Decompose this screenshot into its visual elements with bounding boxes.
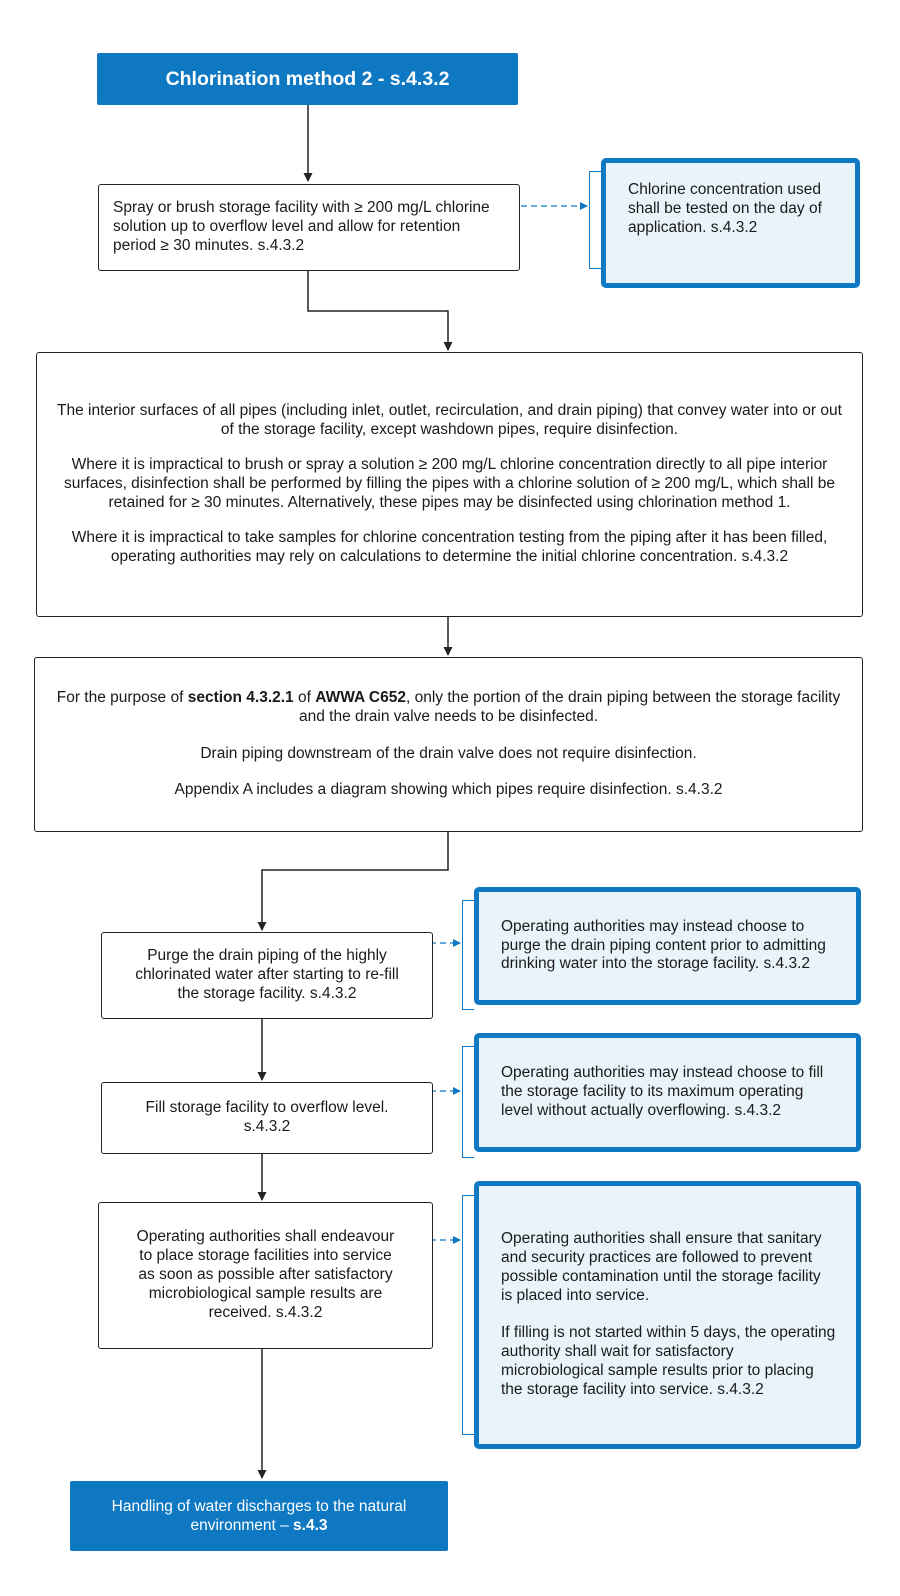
standard-reference: AWWA C652 [315,688,406,706]
section-reference: section 4.3.2.1 [187,688,294,706]
drain-paragraph-1: For the purpose of section 4.3.2.1 of AWWA C652, only the portion of the drain piping between the storage facility and the drain valve needs to be disinfected. [56,688,841,725]
next-step-text: Handling of water discharges to the natural environment – s.4.3 [111,1497,407,1534]
step-fill-text: Fill storage facility to overflow level. s.4.3.2 [145,1099,389,1135]
note-bracket [462,1046,474,1158]
arrow-drain-to-purge [262,830,448,930]
step-purge-text: Purge the drain piping of the highly chlorinated water after starting to re-fill the storage facility. s.4.3.2 [135,947,399,1002]
note-purge-alternative-text: Operating authorities may instead choose to purge the drain piping content prior to admitting drinking water into the storage facility. s.4.3.2 [501,917,826,973]
pipes-paragraph-3: Where it is impractical to take samples for chlorine concentration testing from the piping after it has been filled, operating authorities may rely on calculations to determine the initial chlorine concentration. s.4.3.2 [71,528,828,565]
flowchart-title [97,53,518,105]
note-sanitary-paragraph-1: Operating authorities shall ensure that sanitary and security practices are followed to prevent possible contamination until the storage facility is placed into service. [501,1230,822,1305]
drain-paragraph-3: Appendix A includes a diagram showing which pipes require disinfection. s.4.3.2 [174,781,723,799]
step-place-into-service [98,1202,433,1349]
pipes-paragraph-2: Where it is impractical to brush or spray a solution ≥ 200 mg/L chlorine concentration directly to all pipe interior surfaces, disinfection shall be performed by filling the pipes with a chlorine solution of ≥ 200 mg/L, which shall be retained for ≥ 30 minutes. Alternatively, these pipes may be disinfected using chlorination method 1. [63,456,835,511]
note-bracket [589,171,601,269]
step-spray-facility [98,184,520,271]
note-bracket [462,900,474,1010]
note-fill-alternative [474,1033,861,1152]
note-purge-alternative [474,887,861,1005]
note-bracket [462,1195,474,1435]
drain-paragraph-2: Drain piping downstream of the drain valve does not require disinfection. [200,744,697,762]
next-step-water-discharges [70,1481,448,1551]
step-fill-facility [101,1082,433,1154]
note-sanitary-paragraph-2: If filling is not started within 5 days, the operating authority shall wait for satisfactory microbiological sample results prior to placing the storage facility into service. s.4.3.2 [501,1324,836,1398]
step-drain-piping [34,657,863,832]
step-service-text: Operating authorities shall endeavour to place storage facilities into service as soon as possible after satisfactory microbiological sample results are received. s.4.3.2 [136,1228,395,1321]
flowchart-title-text: Chlorination method 2 - s.4.3.2 [165,67,450,90]
step-purge-drain [101,932,433,1019]
step-pipes-disinfection [36,352,863,617]
arrow-spray-to-pipes [308,270,448,350]
pipes-paragraph-1: The interior surfaces of all pipes (including inlet, outlet, recirculation, and drain piping) that convey water into or out of the storage facility, except washdown pipes, require disinfection. [57,402,842,439]
next-step-reference: s.4.3 [293,1517,328,1534]
note-chlorine-test-text: Chlorine concentration used shall be tested on the day of application. s.4.3.2 [628,181,822,236]
step-spray-text: Spray or brush storage facility with ≥ 200 mg/L chlorine solution up to overflow level and allow for retention period ≥ 30 minutes. s.4.3.2 [113,199,490,254]
note-sanitary-practices [474,1181,861,1449]
note-fill-alternative-text: Operating authorities may instead choose to fill the storage facility to its maximum operating level without actually overflowing. s.4.3.2 [501,1064,824,1119]
note-chlorine-test [601,158,860,288]
